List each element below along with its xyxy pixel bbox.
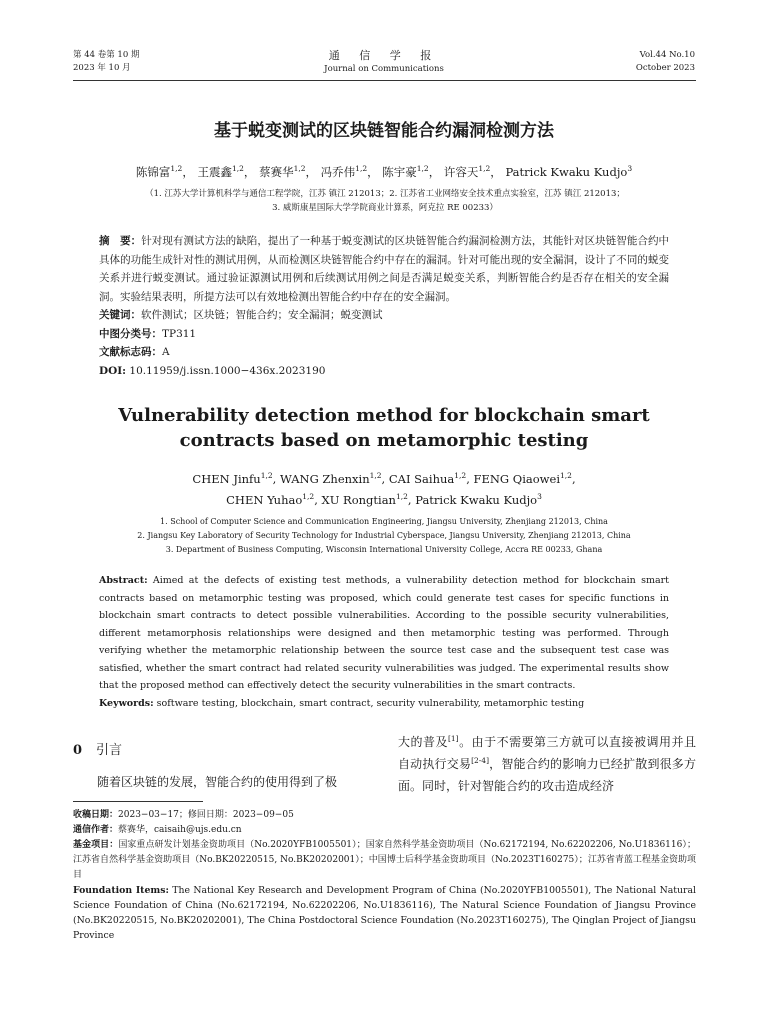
- author-line-en: [0, 490, 768, 511]
- paper-title-en-line: Vulnerability detection method for blockchain smart: [118, 405, 650, 426]
- volume-issue-zh: 第 44 卷第 10 期: [73, 50, 140, 60]
- affiliations-zh: [90, 187, 680, 215]
- funding-en: Foundation Items: The National Key Research and Development Program of China (No.2020YFB1005501), The National Natural Science Foundation of China (No.62172194, No.62202206, No.U1836116), The Natural Science Foundation of Jiangsu Province (No.BK20220515, No.BK20202001), The China Postdoctoral Science Foundation (No.2023T160275), The Qinglan Project of Jiangsu Province: [73, 885, 696, 941]
- doi-link[interactable]: 10.11959/j.issn.1000−436x.2023190: [129, 364, 326, 377]
- clc-label: 中图分类号：: [99, 327, 162, 340]
- author-zh: Patrick Kwaku Kudjo$^3$: [505, 164, 633, 179]
- author-en: CHEN Yuhao$^{1,2}$,: [226, 492, 322, 507]
- clc-value: TP311: [162, 327, 197, 340]
- author-en: Patrick Kwaku Kudjo$^3$: [415, 492, 542, 507]
- keywords-en-label: Keywords:: [99, 697, 154, 709]
- author-zh: 蔡赛华$^{1,2}$: [259, 164, 306, 179]
- keywords-zh-text: 软件测试；区块链；智能合约；安全漏洞；蜕变测试: [141, 309, 383, 321]
- author-en: WANG Zhenxin$^{1,2}$,: [279, 471, 389, 486]
- keywords-zh-label: 关键词：: [99, 309, 141, 321]
- affiliation-line: 2. Jiangsu Key Laboratory of Security Technology for Industrial Cyberspace, Jiangsu University, Zhenjiang 212013, China: [137, 531, 631, 540]
- received-date: 收稿日期：2023−03−17；修回日期：2023−09−05: [73, 810, 294, 820]
- abstract-en-text: Aimed at the defects of existing test methods, a vulnerability detection method for blockchain smart contracts based on metamorphic testing was proposed, which could generate test cases for specific functions in blockchain smart contracts to detect possible vulnerabilities. According to the possible security vulnerabilities, different metamorphosis relationships were designed and then metamorphic testing was performed. Through verifying whether the metamorphic relationship between the source test case and the subsequent test case was satisfied, whether the smart contract had related security vulnerabilities was judged. The experimental results show that the proposed method can effectively detect the security vulnerabilities in the smart contracts.: [99, 575, 669, 691]
- abstract-zh-label: 摘 要：: [99, 235, 142, 247]
- section-heading: [73, 741, 122, 761]
- date-en: October 2023: [635, 63, 695, 73]
- author-zh: 王震鑫$^{1,2}$: [197, 164, 244, 179]
- keywords-zh: [99, 306, 669, 325]
- journal-name-en: Journal on Communications: [324, 64, 444, 74]
- affiliation-line: （1. 江苏大学计算机科学与通信工程学院，江苏 镇江 212013；2. 江苏省工业网络安全技术重点实验室，江苏 镇江 212013；: [145, 189, 625, 199]
- citation-link[interactable]: [1]: [447, 734, 459, 743]
- section-number: 0: [73, 743, 83, 758]
- paper-title-en-line: contracts based on metamorphic testing: [179, 430, 589, 451]
- author-en: CHEN Jinfu$^{1,2}$,: [192, 471, 280, 486]
- abstract-en-block: [99, 572, 669, 712]
- author-en: XU Rongtian$^{1,2}$,: [321, 492, 416, 507]
- foundation-label: Foundation Items:: [73, 885, 169, 896]
- doi-label: DOI:: [99, 364, 127, 377]
- corresponding-author: 通信作者：蔡赛华，caisaih@ujs.edu.cn: [73, 825, 242, 835]
- affiliation-line: 1. School of Computer Science and Communication Engineering, Jiangsu University, Zhenjiang 212013, China: [160, 517, 608, 526]
- volume-issue-en: Vol.44 No.10: [639, 50, 695, 60]
- received-label: 收稿日期：: [73, 810, 119, 820]
- author-zh: 陈锦富$^{1,2}$: [135, 164, 183, 179]
- author-list-zh: 陈锦富$^{1,2}$， 王震鑫$^{1,2}$， 蔡赛华$^{1,2}$， 冯乔伟$^{1,2}$， 陈宇豪$^{1,2}$， 许容天$^{1,2}$， Patrick Kwaku Kudjo$^3$: [135, 164, 633, 179]
- author-en: FENG Qiaowei$^{1,2}$,: [473, 471, 576, 486]
- journal-issue-en: [636, 49, 695, 75]
- abstract-zh-text: 针对现有测试方法的缺陷，提出了一种基于蜕变测试的区块链智能合约漏洞检测方法，其能针对区块链智能合约中具体的功能生成针对性的测试用例，从而检测区块链智能合约中存在的漏洞。针对可能出现的安全漏洞，设计了不同的蜕变关系并进行蜕变测试。通过验证源测试用例和后续测试用例之间是否满足蜕变关系，判断智能合约是否存在相关的安全漏洞。实验结果表明，所提方法可以有效地检测出智能合约中存在的安全漏洞。: [99, 235, 670, 303]
- abstract-zh-block: [99, 232, 669, 380]
- keywords-en-text: software testing, blockchain, smart contract, security vulnerability, metamorphic testing: [153, 697, 585, 709]
- footnote-rule: [73, 801, 203, 802]
- author-zh: 陈宇豪$^{1,2}$: [382, 164, 429, 179]
- document-code: [99, 343, 669, 362]
- corresponding-label: 通信作者：: [73, 825, 119, 835]
- body-text-right-column: 大的普及[1]。由于不需要第三方就可以直接被调用并且自动执行交易[2-4]，智能合约的影响力已经扩散到很多方面。同时，针对智能合约的攻击造成经济: [398, 734, 696, 793]
- doi: [99, 362, 669, 381]
- author-zh: 冯乔伟$^{1,2}$: [320, 164, 368, 179]
- funding-zh: 基金项目：国家重点研发计划基金资助项目（No.2020YFB1005501）；国家自然科学基金资助项目（No.62172194, No.62202206, No.U1836116）；江苏省自然科学基金资助项目（No.BK20220515, No.BK20202001）；中国博士后科学基金资助项目（No.2023T160275）；江苏省青蓝工程基金资助项目: [73, 840, 696, 880]
- document-code-label: 文献标志码：: [99, 346, 162, 358]
- affiliations-en: [0, 515, 768, 557]
- abstract-zh: [99, 232, 669, 306]
- funding-label: 基金项目：: [73, 840, 119, 850]
- date-zh: 2023 年 10 月: [73, 63, 131, 73]
- author-zh: 许容天$^{1,2}$: [443, 164, 491, 179]
- abstract-en-label: Abstract:: [99, 575, 148, 586]
- body-text-left-column: 随着区块链的发展，智能合约的使用得到了极: [97, 775, 338, 789]
- section-title: 引言: [96, 743, 123, 758]
- abstract-en: [99, 572, 669, 695]
- citation-link[interactable]: [2-4]: [471, 756, 489, 765]
- paper-title-zh: 基于蜕变测试的区块链智能合约漏洞检测方法: [214, 121, 554, 141]
- paper-title-en: [0, 403, 768, 453]
- clc-number: [99, 325, 669, 344]
- journal-name-zh: 通 信 学 报: [328, 49, 440, 62]
- author-en: CAI Saihua$^{1,2}$,: [388, 471, 474, 486]
- header-rule: [73, 80, 696, 81]
- author-line-en: [0, 469, 768, 490]
- keywords-en: [99, 695, 669, 713]
- affiliation-line: 3. Department of Business Computing, Wisconsin International University College, Accra RE 00233, Ghana: [165, 545, 603, 554]
- footnotes: [73, 808, 696, 943]
- document-code-value: A: [162, 346, 170, 358]
- affiliation-line: 3. 威斯康星国际大学学院商业计算系，阿克拉 RE 00233）: [272, 203, 498, 213]
- author-list-en: [0, 469, 768, 511]
